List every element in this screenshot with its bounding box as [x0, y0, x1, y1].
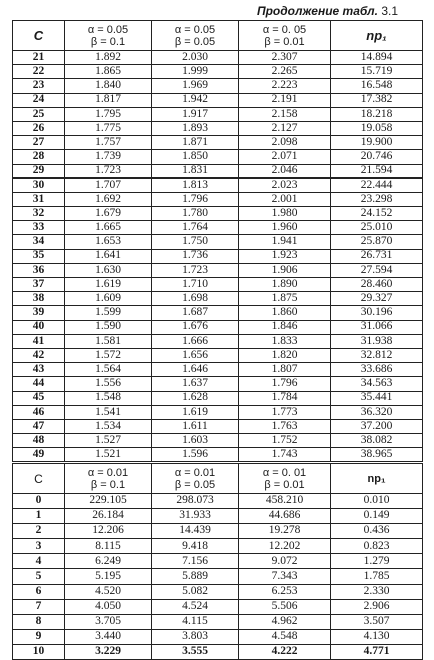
- header-line: α = 0.01: [174, 466, 216, 479]
- table-cell: 38.082: [331, 434, 423, 448]
- table-cell: 2.223: [239, 79, 331, 93]
- row-label-c: 32: [13, 207, 65, 221]
- row-label-c: 28: [13, 150, 65, 164]
- table-row: [13, 494, 423, 509]
- table-cell: 1.548: [65, 391, 152, 405]
- table-row: [13, 554, 423, 569]
- table-cell: 1.665: [65, 221, 152, 235]
- table-cell: 1.619: [152, 405, 239, 419]
- table-cell: 1.875: [239, 292, 331, 306]
- table-cell: 12.206: [65, 524, 152, 539]
- table-cell: 1.795: [65, 107, 152, 121]
- table-cell: 1.750: [152, 235, 239, 249]
- table-cell: 1.775: [65, 121, 152, 135]
- row-label-c: 25: [13, 107, 65, 121]
- row-label-c: 24: [13, 93, 65, 107]
- table-cell: 1.785: [331, 569, 423, 584]
- row-label-c: 7: [13, 599, 65, 614]
- table-cell: 9.072: [239, 554, 331, 569]
- table-cell: 4.050: [65, 599, 152, 614]
- table-cell: 1.692: [65, 192, 152, 206]
- header-line: α = 0.01: [87, 466, 129, 479]
- table-cell: 5.506: [239, 599, 331, 614]
- table-cell: 229.105: [65, 494, 152, 509]
- table-cell: 2.098: [239, 136, 331, 150]
- table-row: [13, 278, 423, 292]
- column-header-c: [13, 21, 65, 51]
- table-cell: 4.115: [152, 614, 239, 629]
- table-cell: 1.637: [152, 377, 239, 391]
- table-cell: 1.603: [152, 434, 239, 448]
- row-label-c: 38: [13, 292, 65, 306]
- table-cell: 1.917: [152, 107, 239, 121]
- table-row: [13, 509, 423, 524]
- table-cell: 1.780: [152, 207, 239, 221]
- table-cell: 14.894: [331, 51, 423, 65]
- row-label-c: 41: [13, 334, 65, 348]
- table-cell: 1.628: [152, 391, 239, 405]
- table-cell: 0.149: [331, 509, 423, 524]
- table-cell: 1.687: [152, 306, 239, 320]
- table-cell: 1.736: [152, 249, 239, 263]
- row-label-c: 39: [13, 306, 65, 320]
- table-cell: 3.507: [331, 614, 423, 629]
- table-cell: 1.752: [239, 434, 331, 448]
- row-label-c: 42: [13, 348, 65, 362]
- table-cell: 1.279: [331, 554, 423, 569]
- table-row: [13, 629, 423, 644]
- table-cell: 31.933: [152, 509, 239, 524]
- table-row: [13, 539, 423, 554]
- table-cell: 2.023: [239, 178, 331, 192]
- table-cell: 22.444: [331, 178, 423, 192]
- column-header-alpha-beta: [65, 21, 152, 51]
- header-line: β = 0.05: [174, 478, 216, 491]
- table-cell: 1.676: [152, 320, 239, 334]
- table-cell: 1.527: [65, 434, 152, 448]
- header-line: C: [34, 471, 43, 486]
- row-label-c: 49: [13, 448, 65, 462]
- table-row: [13, 448, 423, 462]
- header-line: np₁: [366, 27, 387, 43]
- row-label-c: 6: [13, 584, 65, 599]
- row-label-c: 26: [13, 121, 65, 135]
- table-cell: 2.001: [239, 192, 331, 206]
- table-cell: 5.195: [65, 569, 152, 584]
- column-header-np1: [331, 464, 423, 494]
- table-cell: 1.521: [65, 448, 152, 462]
- table-cell: 7.343: [239, 569, 331, 584]
- table-cell: 14.439: [152, 524, 239, 539]
- table-cell: 1.630: [65, 263, 152, 277]
- table-cell: 4.771: [331, 644, 423, 659]
- table-cell: 2.127: [239, 121, 331, 135]
- table-cell: 2.046: [239, 164, 331, 178]
- table-row: [13, 93, 423, 107]
- table-row: [13, 306, 423, 320]
- table-cell: 1.763: [239, 419, 331, 433]
- table-cell: 19.278: [239, 524, 331, 539]
- table-cell: 1.942: [152, 93, 239, 107]
- table-cell: 24.152: [331, 207, 423, 221]
- table-cell: 12.202: [239, 539, 331, 554]
- row-label-c: 35: [13, 249, 65, 263]
- table-row: [13, 136, 423, 150]
- table-cell: 1.871: [152, 136, 239, 150]
- table-row: [13, 292, 423, 306]
- table-cell: 2.030: [152, 51, 239, 65]
- table-cell: 8.115: [65, 539, 152, 554]
- table-cell: 1.739: [65, 150, 152, 164]
- table-row: [13, 524, 423, 539]
- table-cell: 19.058: [331, 121, 423, 135]
- table-row: [13, 178, 423, 192]
- table-cell: 1.698: [152, 292, 239, 306]
- table-row: [13, 207, 423, 221]
- table-cell: 1.641: [65, 249, 152, 263]
- table-cell: 1.556: [65, 377, 152, 391]
- row-label-c: 27: [13, 136, 65, 150]
- header-row: [13, 21, 423, 51]
- header-line: α = 0.05: [87, 23, 129, 36]
- row-label-c: 1: [13, 509, 65, 524]
- table-row: [13, 164, 423, 178]
- table-row: [13, 405, 423, 419]
- table-alpha-0-01: [12, 463, 423, 660]
- table-cell: 1.723: [152, 263, 239, 277]
- table-cell: 298.073: [152, 494, 239, 509]
- table-cell: 1.923: [239, 249, 331, 263]
- table-cell: 1.656: [152, 348, 239, 362]
- row-label-c: 44: [13, 377, 65, 391]
- table-cell: 1.831: [152, 164, 239, 178]
- row-label-c: 3: [13, 539, 65, 554]
- table-cell: 35.441: [331, 391, 423, 405]
- table-alpha-0-05: [12, 20, 423, 462]
- table-cell: 1.807: [239, 363, 331, 377]
- table-cell: 1.784: [239, 391, 331, 405]
- table-cell: 6.253: [239, 584, 331, 599]
- row-label-c: 31: [13, 192, 65, 206]
- table-row: [13, 584, 423, 599]
- table-cell: 1.773: [239, 405, 331, 419]
- row-label-c: 37: [13, 278, 65, 292]
- table-cell: 2.158: [239, 107, 331, 121]
- table-cell: 7.156: [152, 554, 239, 569]
- table-cell: 1.541: [65, 405, 152, 419]
- column-header-alpha-beta: [239, 21, 331, 51]
- table-row: [13, 391, 423, 405]
- table-cell: 4.520: [65, 584, 152, 599]
- caption-text: Продолжение табл.: [256, 4, 378, 18]
- table-cell: 1.833: [239, 334, 331, 348]
- header-line: α = 0. 01: [262, 466, 307, 479]
- table-row: [13, 434, 423, 448]
- header-line: β = 0.1: [90, 35, 126, 48]
- table-cell: 4.222: [239, 644, 331, 659]
- table-row: [13, 235, 423, 249]
- column-header-alpha-beta: [65, 464, 152, 494]
- table-row: [13, 107, 423, 121]
- table-cell: 1.980: [239, 207, 331, 221]
- table-cell: 31.938: [331, 334, 423, 348]
- row-label-c: 45: [13, 391, 65, 405]
- row-label-c: 2: [13, 524, 65, 539]
- table-cell: 1.609: [65, 292, 152, 306]
- table-cell: 1.764: [152, 221, 239, 235]
- table-cell: 1.599: [65, 306, 152, 320]
- table-cell: 1.611: [152, 419, 239, 433]
- table-cell: 26.731: [331, 249, 423, 263]
- row-label-c: 47: [13, 419, 65, 433]
- table-cell: 31.066: [331, 320, 423, 334]
- table-cell: 3.555: [152, 644, 239, 659]
- table-cell: 1.892: [65, 51, 152, 65]
- table-cell: 1.646: [152, 363, 239, 377]
- row-label-c: 8: [13, 614, 65, 629]
- table-cell: 1.860: [239, 306, 331, 320]
- table-row: [13, 320, 423, 334]
- table-row: [13, 348, 423, 362]
- table-cell: 2.265: [239, 65, 331, 79]
- header-line: np₁: [367, 472, 386, 485]
- table-row: [13, 51, 423, 65]
- row-label-c: 29: [13, 164, 65, 178]
- header-line: α = 0. 05: [262, 23, 307, 36]
- row-label-c: 21: [13, 51, 65, 65]
- table-cell: 5.889: [152, 569, 239, 584]
- table-cell: 17.382: [331, 93, 423, 107]
- table-cell: 26.184: [65, 509, 152, 524]
- table-row: [13, 377, 423, 391]
- header-line: C: [33, 27, 44, 43]
- table-cell: 1.796: [239, 377, 331, 391]
- table-cell: 1.865: [65, 65, 152, 79]
- row-label-c: 9: [13, 629, 65, 644]
- table-cell: 2.191: [239, 93, 331, 107]
- table-cell: 1.581: [65, 334, 152, 348]
- row-label-c: 0: [13, 494, 65, 509]
- row-label-c: 10: [13, 644, 65, 659]
- table-cell: 2.071: [239, 150, 331, 164]
- header-line: β = 0.05: [174, 35, 216, 48]
- table-cell: 1.666: [152, 334, 239, 348]
- table-cell: 1.757: [65, 136, 152, 150]
- table-cell: 38.965: [331, 448, 423, 462]
- table-cell: 1.813: [152, 178, 239, 192]
- table-cell: 21.594: [331, 164, 423, 178]
- table-cell: 0.823: [331, 539, 423, 554]
- table-cell: 33.686: [331, 363, 423, 377]
- table-cell: 37.200: [331, 419, 423, 433]
- table-cell: 1.534: [65, 419, 152, 433]
- column-header-alpha-beta: [152, 464, 239, 494]
- table-cell: 1.890: [239, 278, 331, 292]
- table-cell: 1.796: [152, 192, 239, 206]
- table-cell: 3.229: [65, 644, 152, 659]
- table-cell: 18.218: [331, 107, 423, 121]
- row-label-c: 34: [13, 235, 65, 249]
- row-label-c: 33: [13, 221, 65, 235]
- table-row: [13, 150, 423, 164]
- table-row: [13, 79, 423, 93]
- table-cell: 1.846: [239, 320, 331, 334]
- table-cell: 9.418: [152, 539, 239, 554]
- table-cell: 1.596: [152, 448, 239, 462]
- row-label-c: 4: [13, 554, 65, 569]
- table-row: [13, 569, 423, 584]
- table-cell: 4.524: [152, 599, 239, 614]
- table-cell: 1.960: [239, 221, 331, 235]
- table-row: [13, 419, 423, 433]
- table-row: [13, 263, 423, 277]
- table-cell: 1.564: [65, 363, 152, 377]
- column-header-np1: [331, 21, 423, 51]
- table-cell: 1.710: [152, 278, 239, 292]
- header-line: β = 0.1: [90, 478, 126, 491]
- row-label-c: 22: [13, 65, 65, 79]
- table-row: [13, 363, 423, 377]
- table-cell: 44.686: [239, 509, 331, 524]
- table-cell: 4.130: [331, 629, 423, 644]
- table-cell: 1.619: [65, 278, 152, 292]
- table-cell: 1.653: [65, 235, 152, 249]
- table-cell: 4.962: [239, 614, 331, 629]
- table-cell: 1.893: [152, 121, 239, 135]
- row-label-c: 43: [13, 363, 65, 377]
- table-cell: 5.082: [152, 584, 239, 599]
- table-cell: 30.196: [331, 306, 423, 320]
- table-cell: 25.010: [331, 221, 423, 235]
- row-label-c: 23: [13, 79, 65, 93]
- table-cell: 1.707: [65, 178, 152, 192]
- table-cell: 1.817: [65, 93, 152, 107]
- row-label-c: 36: [13, 263, 65, 277]
- table-cell: 1.723: [65, 164, 152, 178]
- table-cell: 1.941: [239, 235, 331, 249]
- table-row: [13, 121, 423, 135]
- table-cell: 36.320: [331, 405, 423, 419]
- table-caption: [257, 4, 398, 18]
- row-label-c: 48: [13, 434, 65, 448]
- table-cell: 2.906: [331, 599, 423, 614]
- table-cell: 3.803: [152, 629, 239, 644]
- table-row: [13, 334, 423, 348]
- row-label-c: 40: [13, 320, 65, 334]
- table-cell: 1.820: [239, 348, 331, 362]
- caption-number: 3.1: [381, 4, 398, 18]
- header-line: β = 0.01: [264, 478, 305, 491]
- column-header-c: [13, 464, 65, 494]
- row-label-c: 5: [13, 569, 65, 584]
- table-cell: 28.460: [331, 278, 423, 292]
- table-row: [13, 599, 423, 614]
- table-row: [13, 644, 423, 659]
- table-cell: 15.719: [331, 65, 423, 79]
- header-line: β = 0.01: [264, 35, 305, 48]
- table-row: [13, 614, 423, 629]
- table-cell: 32.812: [331, 348, 423, 362]
- table-cell: 0.436: [331, 524, 423, 539]
- table-cell: 2.330: [331, 584, 423, 599]
- table-cell: 23.298: [331, 192, 423, 206]
- row-label-c: 46: [13, 405, 65, 419]
- table-row: [13, 65, 423, 79]
- table-cell: 27.594: [331, 263, 423, 277]
- table-cell: 1.999: [152, 65, 239, 79]
- table-cell: 1.850: [152, 150, 239, 164]
- table-cell: 458.210: [239, 494, 331, 509]
- header-row: [13, 464, 423, 494]
- table-row: [13, 192, 423, 206]
- table-cell: 3.705: [65, 614, 152, 629]
- table-cell: 25.870: [331, 235, 423, 249]
- table-cell: 1.679: [65, 207, 152, 221]
- table-cell: 29.327: [331, 292, 423, 306]
- table-cell: 19.900: [331, 136, 423, 150]
- table-row: [13, 221, 423, 235]
- table-cell: 20.746: [331, 150, 423, 164]
- table-cell: 1.590: [65, 320, 152, 334]
- table-cell: 1.572: [65, 348, 152, 362]
- table-cell: 3.440: [65, 629, 152, 644]
- table-cell: 0.010: [331, 494, 423, 509]
- table-cell: 1.969: [152, 79, 239, 93]
- header-line: α = 0.05: [174, 23, 216, 36]
- table-row: [13, 249, 423, 263]
- table-cell: 6.249: [65, 554, 152, 569]
- row-label-c: 30: [13, 178, 65, 192]
- table-cell: 2.307: [239, 51, 331, 65]
- column-header-alpha-beta: [239, 464, 331, 494]
- table-cell: 1.743: [239, 448, 331, 462]
- table-cell: 4.548: [239, 629, 331, 644]
- column-header-alpha-beta: [152, 21, 239, 51]
- table-cell: 34.563: [331, 377, 423, 391]
- table-cell: 16.548: [331, 79, 423, 93]
- table-cell: 1.906: [239, 263, 331, 277]
- table-cell: 1.840: [65, 79, 152, 93]
